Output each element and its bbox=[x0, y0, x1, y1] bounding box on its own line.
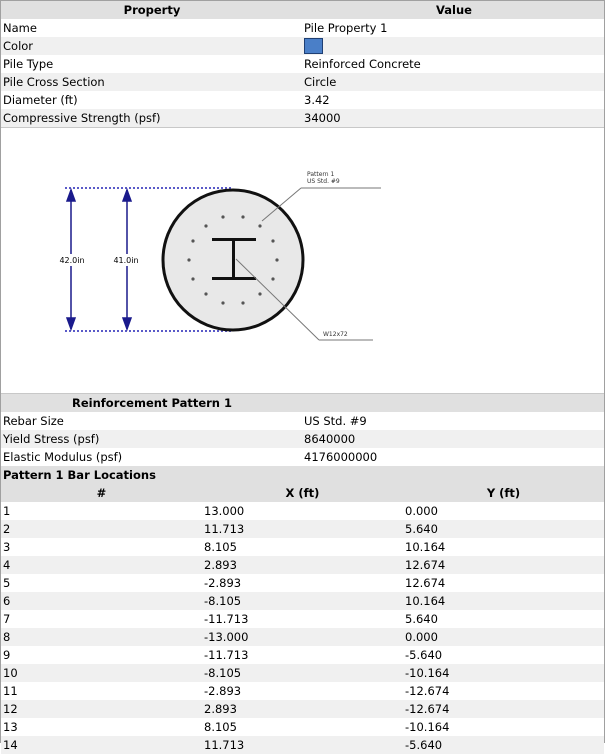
property-value: 8640000 bbox=[304, 432, 356, 446]
table-row bbox=[1, 628, 604, 646]
property-value: Circle bbox=[304, 75, 337, 89]
property-value: Reinforced Concrete bbox=[304, 57, 421, 71]
property-value: 4176000000 bbox=[304, 450, 378, 464]
table-row bbox=[1, 592, 604, 610]
section-label: W12x72 bbox=[323, 331, 348, 338]
bar-y-cell: -12.674 bbox=[405, 702, 450, 716]
bar-y-cell: 12.674 bbox=[405, 558, 446, 572]
property-value: US Std. #9 bbox=[304, 414, 367, 428]
reinforcement-header bbox=[1, 394, 604, 412]
bar-locations-header bbox=[1, 484, 604, 502]
bar-x-cell: -2.893 bbox=[204, 684, 242, 698]
reinforcement-title: Reinforcement Pattern 1 bbox=[72, 396, 232, 410]
bar-x-cell: -8.105 bbox=[204, 594, 242, 608]
bar-x-cell: 11.713 bbox=[204, 522, 245, 536]
property-label: Rebar Size bbox=[3, 414, 64, 428]
bar-index-cell: 8 bbox=[3, 630, 11, 644]
bar-y-cell: 5.640 bbox=[405, 522, 438, 536]
property-row-diameter bbox=[1, 91, 604, 109]
bar-y-cell: -5.640 bbox=[405, 648, 443, 662]
table-row bbox=[1, 664, 604, 682]
bar-index-cell: 1 bbox=[3, 504, 11, 518]
column-header-y: Y (ft) bbox=[486, 486, 521, 500]
bar-x-cell: 13.000 bbox=[204, 504, 245, 518]
bar-x-cell: -13.000 bbox=[204, 630, 249, 644]
property-label: Pile Type bbox=[3, 57, 54, 71]
bar-y-cell: 10.164 bbox=[405, 540, 446, 554]
outer-dimension-label: 42.0in bbox=[59, 256, 85, 265]
bar-y-cell: 10.164 bbox=[405, 594, 446, 608]
bar-index-cell: 4 bbox=[3, 558, 11, 572]
bar-index-cell: 9 bbox=[3, 648, 11, 662]
property-label: Pile Cross Section bbox=[3, 75, 105, 89]
pile-cross-section-diagram bbox=[1, 127, 604, 394]
table-row bbox=[1, 700, 604, 718]
bar-x-cell: -2.893 bbox=[204, 576, 242, 590]
column-header-x: X (ft) bbox=[285, 486, 320, 500]
table-row bbox=[1, 736, 604, 754]
bar-x-cell: 11.713 bbox=[204, 738, 245, 752]
bar-x-cell: 8.105 bbox=[204, 540, 237, 554]
bar-y-cell: 12.674 bbox=[405, 576, 446, 590]
table-row bbox=[1, 502, 604, 520]
property-label: Yield Stress (psf) bbox=[3, 432, 100, 446]
bar-index-cell: 10 bbox=[3, 666, 18, 680]
bar-y-cell: 0.000 bbox=[405, 504, 438, 518]
property-row-name bbox=[1, 19, 604, 37]
property-row-pile-type bbox=[1, 55, 604, 73]
bar-y-cell: -10.164 bbox=[405, 720, 450, 734]
bar-x-cell: 2.893 bbox=[204, 558, 237, 572]
table-row bbox=[1, 520, 604, 538]
table-row bbox=[1, 646, 604, 664]
bar-y-cell: 0.000 bbox=[405, 630, 438, 644]
rebar-size-label: US Std. #9 bbox=[307, 178, 340, 185]
property-label: Name bbox=[3, 21, 37, 35]
bar-y-cell: -10.164 bbox=[405, 666, 450, 680]
bar-index-cell: 6 bbox=[3, 594, 11, 608]
table-row bbox=[1, 556, 604, 574]
table-row bbox=[1, 538, 604, 556]
reinforcement-row-rebar-size bbox=[1, 412, 604, 430]
property-column-header: Property bbox=[123, 3, 181, 17]
reinforcement-row-elastic-modulus bbox=[1, 448, 604, 466]
bar-y-cell: 5.640 bbox=[405, 612, 438, 626]
bar-x-cell: 8.105 bbox=[204, 720, 237, 734]
property-label: Diameter (ft) bbox=[3, 93, 78, 107]
bar-index-cell: 5 bbox=[3, 576, 11, 590]
property-label: Compressive Strength (psf) bbox=[3, 111, 161, 125]
bar-x-cell: -8.105 bbox=[204, 666, 242, 680]
bar-locations-title: Pattern 1 Bar Locations bbox=[1, 466, 604, 484]
property-value: 34000 bbox=[304, 111, 341, 125]
property-row-color bbox=[1, 37, 604, 55]
property-value: Pile Property 1 bbox=[304, 21, 388, 35]
bar-index-cell: 11 bbox=[3, 684, 18, 698]
reinforcement-row-yield-stress bbox=[1, 430, 604, 448]
bar-y-cell: -12.674 bbox=[405, 684, 450, 698]
table-row bbox=[1, 718, 604, 736]
bar-index-cell: 2 bbox=[3, 522, 11, 536]
bar-index-cell: 7 bbox=[3, 612, 11, 626]
bar-locations-table bbox=[1, 502, 604, 754]
bar-x-cell: -11.713 bbox=[204, 648, 249, 662]
bar-x-cell: 2.893 bbox=[204, 702, 237, 716]
property-value: 3.42 bbox=[304, 93, 330, 107]
bar-index-cell: 12 bbox=[3, 702, 18, 716]
property-table-header bbox=[1, 1, 604, 19]
color-swatch[interactable] bbox=[304, 38, 323, 54]
bar-y-cell: -5.640 bbox=[405, 738, 443, 752]
bar-index-cell: 3 bbox=[3, 540, 11, 554]
column-header-index: # bbox=[96, 486, 107, 500]
property-row-cross-section bbox=[1, 73, 604, 91]
table-row bbox=[1, 574, 604, 592]
property-label: Color bbox=[3, 39, 34, 53]
cross-section-svg bbox=[1, 128, 604, 393]
color-swatch-cell bbox=[304, 37, 323, 55]
bar-index-cell: 13 bbox=[3, 720, 18, 734]
bar-x-cell: -11.713 bbox=[204, 612, 249, 626]
property-row-compressive-strength bbox=[1, 109, 604, 127]
pattern-label: Pattern 1 bbox=[307, 171, 335, 178]
inner-dimension-label: 41.0in bbox=[113, 256, 139, 265]
table-row bbox=[1, 610, 604, 628]
table-row bbox=[1, 682, 604, 700]
bar-index-cell: 14 bbox=[3, 738, 18, 752]
value-column-header: Value bbox=[436, 3, 472, 17]
property-label: Elastic Modulus (psf) bbox=[3, 450, 123, 464]
